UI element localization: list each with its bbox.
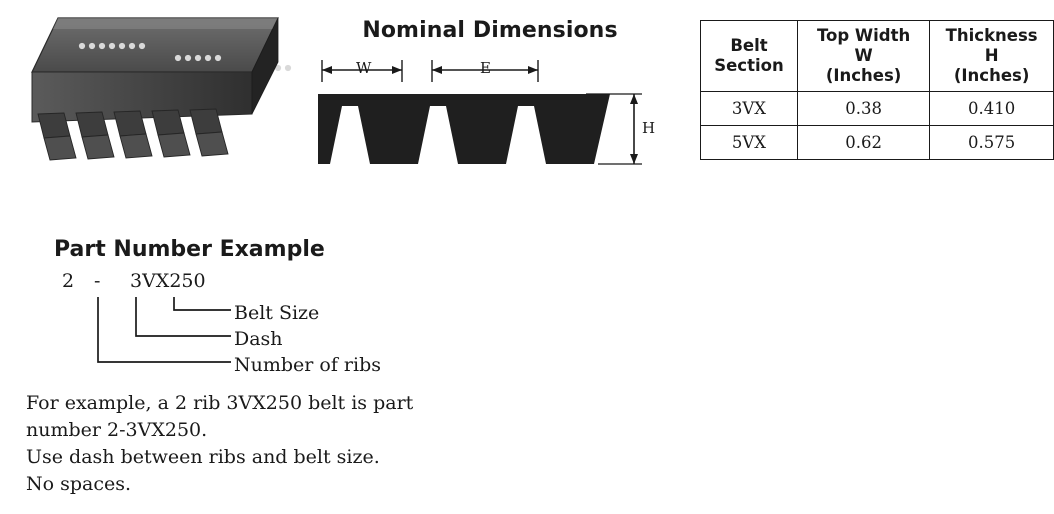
cell-top-width: 0.62 xyxy=(797,126,929,160)
belt-illustration xyxy=(30,10,310,180)
part-number-example xyxy=(26,237,496,507)
header-thickness-line2: H xyxy=(984,46,999,66)
header-top-width-line3: (Inches) xyxy=(825,66,902,86)
cell-belt-section: 3VX xyxy=(701,92,798,126)
table-header-row xyxy=(701,21,1054,92)
belt-body-face xyxy=(32,72,252,122)
header-top-width xyxy=(797,21,929,92)
leader-dash xyxy=(136,297,231,336)
part-number-size-token: 3VX250 xyxy=(130,270,206,292)
h-arrow-bottom xyxy=(630,154,638,164)
part-number-note xyxy=(26,390,466,498)
cell-thickness: 0.575 xyxy=(930,126,1054,160)
note-line-4: No spaces. xyxy=(26,472,132,495)
label-belt-size: Belt Size xyxy=(234,302,320,324)
part-number-dash-token: - xyxy=(94,270,101,292)
table-row xyxy=(701,92,1054,126)
label-dash: Dash xyxy=(234,328,283,350)
note-line-2: number 2-3VX250. xyxy=(26,418,208,441)
header-belt-section-line1: Belt xyxy=(730,36,768,56)
part-number-ribs-token: 2 xyxy=(62,270,75,292)
leader-ribs xyxy=(98,297,231,362)
header-thickness xyxy=(930,21,1054,92)
w-arrow-left xyxy=(322,66,332,74)
h-arrow-top xyxy=(630,94,638,104)
w-arrow-right xyxy=(392,66,402,74)
note-line-1: For example, a 2 rib 3VX250 belt is part xyxy=(26,392,414,414)
header-belt-section-line2: Section xyxy=(714,56,784,76)
cell-thickness: 0.410 xyxy=(930,92,1054,126)
w-label: W xyxy=(356,59,372,77)
nominal-dimensions-diagram xyxy=(310,10,670,190)
header-top-width-line1: Top Width xyxy=(816,26,911,45)
header-top-width-line2: W xyxy=(854,46,873,66)
label-number-of-ribs: Number of ribs xyxy=(234,354,381,376)
e-label: E xyxy=(480,59,491,77)
belt-illustration-svg xyxy=(30,10,310,180)
nominal-dimensions-title: Nominal Dimensions xyxy=(362,18,618,43)
e-arrow-right xyxy=(528,66,538,74)
header-thickness-line1: Thickness xyxy=(945,26,1038,45)
belt-dimensions-table xyxy=(700,20,1054,160)
cell-top-width: 0.38 xyxy=(797,92,929,126)
h-label: H xyxy=(642,119,656,137)
header-belt-section xyxy=(701,21,798,92)
belt-top-highlight xyxy=(53,18,278,29)
e-arrow-left xyxy=(432,66,442,74)
note-line-3: Use dash between ribs and belt size. xyxy=(26,445,380,468)
leader-belt-size xyxy=(174,297,231,310)
header-thickness-line3: (Inches) xyxy=(953,66,1030,86)
part-number-title: Part Number Example xyxy=(54,237,325,262)
table-row xyxy=(701,126,1054,160)
cell-belt-section: 5VX xyxy=(701,126,798,160)
